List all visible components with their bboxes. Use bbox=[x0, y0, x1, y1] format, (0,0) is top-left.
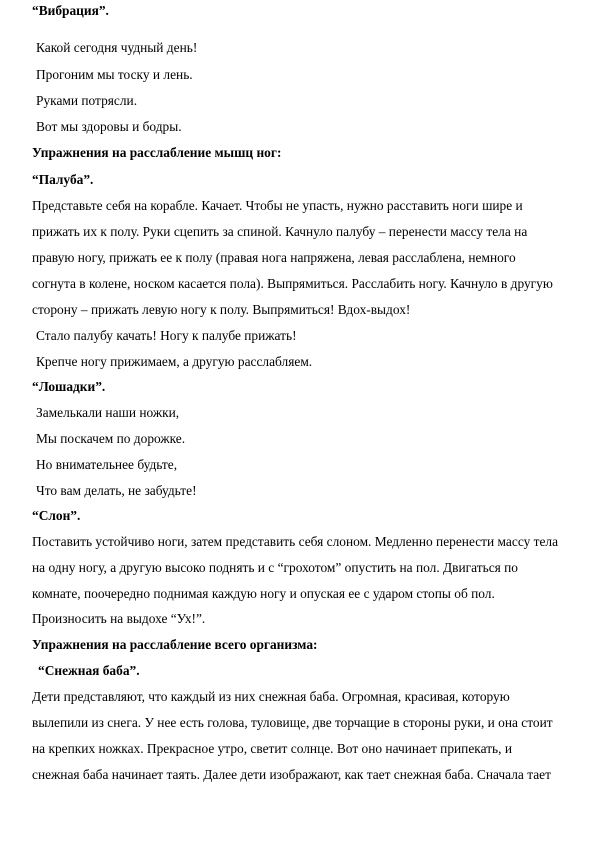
paragraph-line: прижать их к полу. Руки сцепить за спиной. Качнуло палубу – перенести массу тела на bbox=[32, 224, 528, 239]
heading-elephant: “Слон”. bbox=[32, 508, 81, 523]
poem-line: Руками потрясли. bbox=[36, 93, 138, 108]
poem-line: Мы поскачем по дорожке. bbox=[36, 431, 186, 446]
poem-line: Но внимательнее будьте, bbox=[36, 457, 178, 472]
heading-deck: “Палуба”. bbox=[32, 172, 94, 187]
paragraph-line: Дети представляют, что каждый из них снежная баба. Огромная, красивая, которую bbox=[32, 689, 510, 704]
poem-line: Стало палубу качать! Ногу к палубе прижать! bbox=[36, 328, 297, 343]
paragraph-line: правую ногу, прижать ее к полу (правая нога напряжена, левая расслаблена, немного bbox=[32, 250, 516, 265]
section-heading-legs: Упражнения на расслабление мышц ног: bbox=[32, 145, 282, 160]
heading-horses: “Лошадки”. bbox=[32, 379, 106, 394]
paragraph-line: сторону – прижать левую ногу к полу. Выпрямиться! Вдох-выдох! bbox=[32, 302, 411, 317]
paragraph-line: Поставить устойчиво ноги, затем представить себя слоном. Медленно перенести массу тела bbox=[32, 534, 559, 549]
paragraph-line: Представьте себя на корабле. Качает. Чтобы не упасть, нужно расставить ноги шире и bbox=[32, 198, 523, 213]
poem-line: Вот мы здоровы и бодры. bbox=[36, 119, 182, 134]
heading-vibration: “Вибрация”. bbox=[32, 3, 109, 18]
paragraph-line: Произносить на выдохе “Ух!”. bbox=[32, 611, 206, 626]
poem-line: Что вам делать, не забудьте! bbox=[36, 483, 197, 498]
poem-line: Крепче ногу прижимаем, а другую расслабляем. bbox=[36, 354, 313, 369]
paragraph-line: комнате, поочередно поднимая каждую ногу и опуская ее с ударом стопы об пол. bbox=[32, 586, 495, 601]
paragraph-line: на крепких ножках. Прекрасное утро, светит солнце. Вот оно начинает припекать, и bbox=[32, 741, 513, 756]
poem-line: Прогоним мы тоску и лень. bbox=[36, 67, 193, 82]
poem-line: Замелькали наши ножки, bbox=[36, 405, 180, 420]
heading-snow-woman: “Снежная баба”. bbox=[38, 663, 140, 678]
paragraph-line: на одну ногу, а другую высоко поднять и с “грохотом” опустить на пол. Двигаться по bbox=[32, 560, 519, 575]
paragraph-line: снежная баба начинает таять. Далее дети изображают, как тает снежная баба. Сначала тает bbox=[32, 767, 551, 782]
section-heading-body: Упражнения на расслабление всего организма: bbox=[32, 637, 318, 652]
paragraph-line: согнута в колене, носком касается пола). Выпрямиться. Расслабить ногу. Качнуло в другую bbox=[32, 276, 553, 291]
poem-line: Какой сегодня чудный день! bbox=[36, 40, 198, 55]
paragraph-line: вылепили из снега. У нее есть голова, туловище, две торчащие в стороны руки, и она стоит bbox=[32, 715, 553, 730]
